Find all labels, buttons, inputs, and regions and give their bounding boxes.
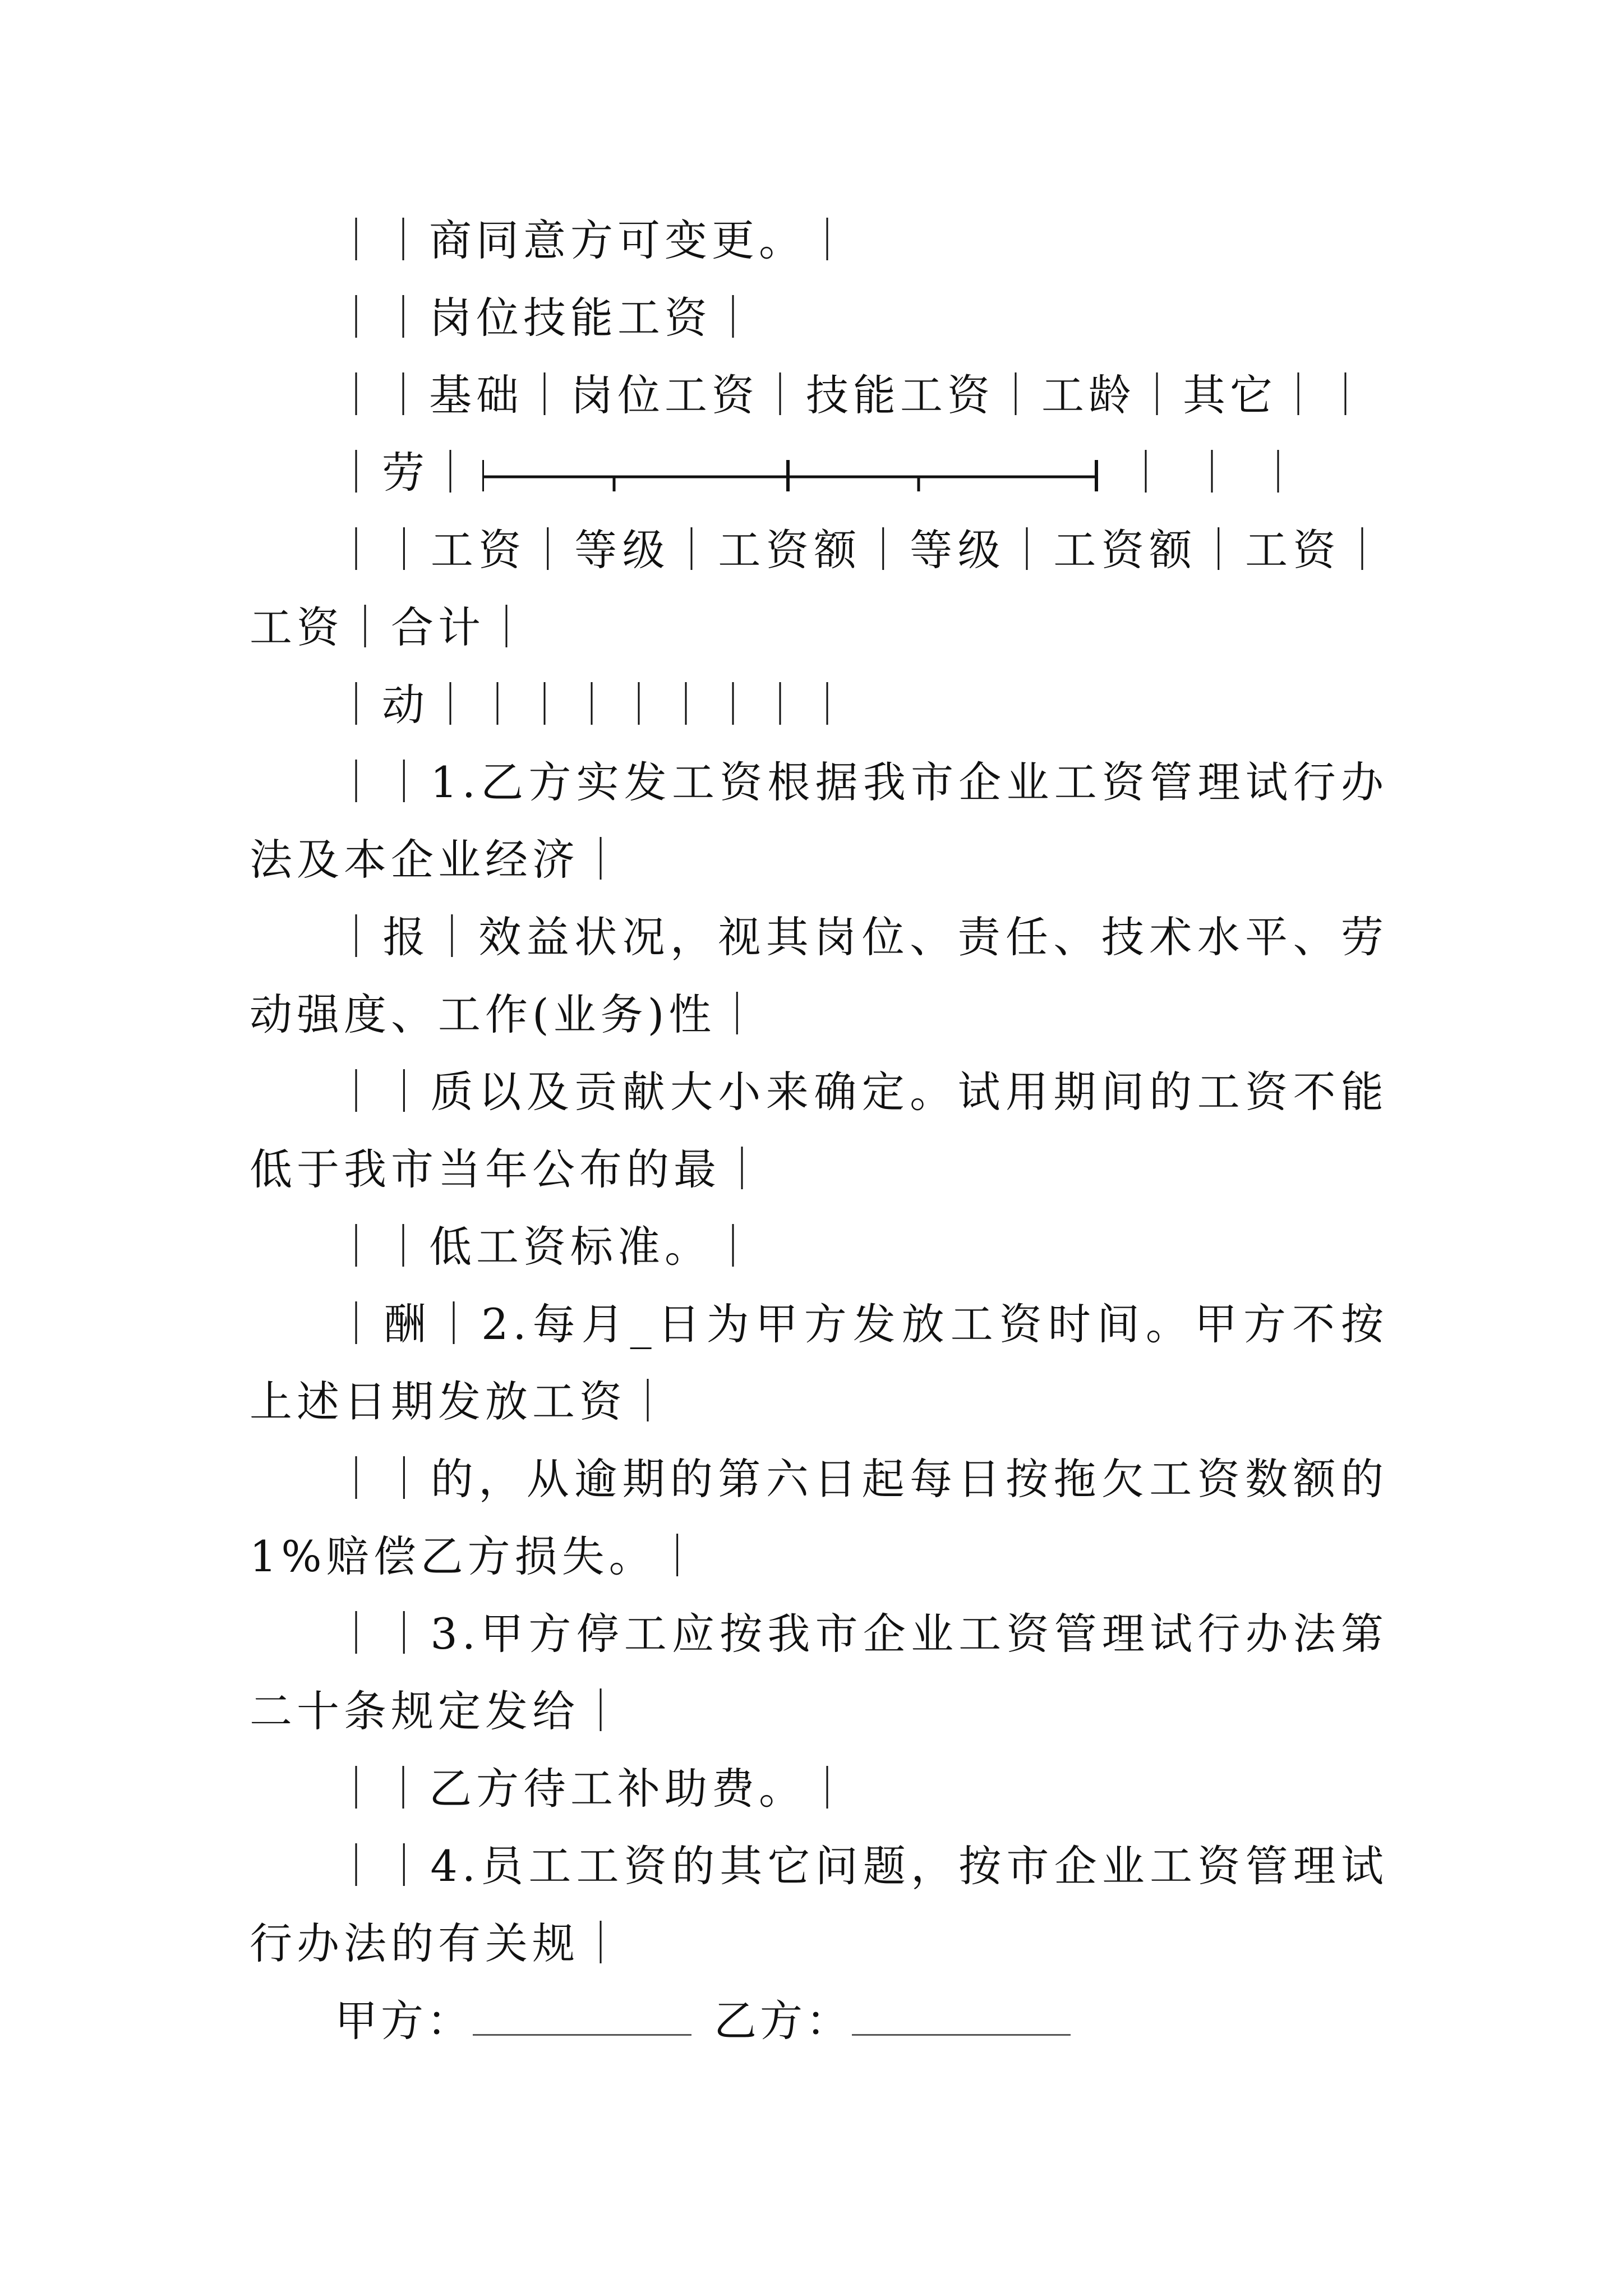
text-line-5: ｜动｜｜｜｜｜｜｜｜｜ xyxy=(335,680,853,730)
text-line-12: ｜｜3.甲方停工应按我市企业工资管理试行办法第二十条规定发给｜ xyxy=(250,1609,1388,1736)
text-line-3: ｜｜基础｜岗位工资｜技能工资｜工龄｜其它｜｜ xyxy=(335,370,1371,420)
signature-line xyxy=(250,1982,1388,2060)
rule-row-label: ｜劳｜ xyxy=(335,448,476,498)
text-line-4: ｜｜工资｜等级｜工资额｜等级｜工资额｜工资｜工资｜合计｜ xyxy=(250,525,1388,652)
text-line-13: ｜｜乙方待工补助费。｜ xyxy=(335,1764,853,1814)
text-line-9: ｜｜低工资标准。｜ xyxy=(335,1222,759,1272)
text-line-7: ｜报｜效益状况，视其岗位、责任、技术水平、劳动强度、工作(业务)性｜ xyxy=(250,912,1388,1039)
table-rule-graphic xyxy=(482,453,1099,498)
document-body xyxy=(250,202,1407,2060)
party-b-signature-field[interactable] xyxy=(852,1999,1071,2036)
text-line-10: ｜酬｜2.每月_日为甲方发放工资时间。甲方不按上述日期发放工资｜ xyxy=(250,1299,1388,1427)
party-a-label: 甲方： xyxy=(335,1996,473,2046)
table-rule-row xyxy=(250,434,1388,512)
text-line-11: ｜｜的，从逾期的第六日起每日按拖欠工资数额的 1%赔偿乙方损失。｜ xyxy=(250,1454,1407,1581)
text-line-6: ｜｜1.乙方实发工资根据我市企业工资管理试行办法及本企业经济｜ xyxy=(250,757,1388,885)
party-a-signature-field[interactable] xyxy=(473,1999,691,2036)
text-line-1: ｜｜商同意方可变更。｜ xyxy=(335,215,853,265)
party-b-label: 乙方： xyxy=(714,1996,852,2046)
text-line-8: ｜｜质以及贡献大小来确定。试用期间的工资不能低于我市当年公布的最｜ xyxy=(250,1067,1388,1194)
rule-row-tail: ｜｜｜ xyxy=(1124,448,1323,498)
text-line-14: ｜｜4.员工工资的其它问题，按市企业工资管理试行办法的有关规｜ xyxy=(250,1841,1388,1968)
text-line-2: ｜｜岗位技能工资｜ xyxy=(335,293,759,343)
